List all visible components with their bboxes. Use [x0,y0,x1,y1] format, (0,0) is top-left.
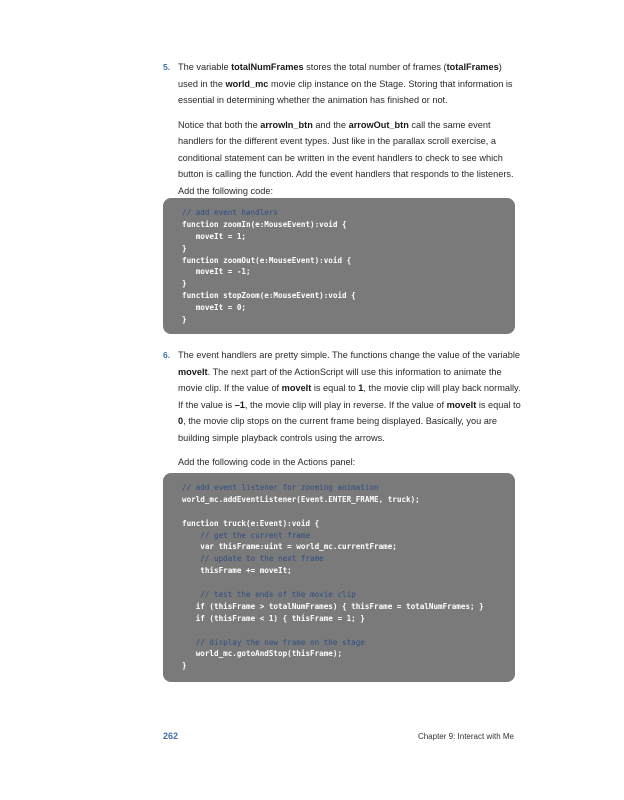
code-line: moveIt = 1; [182,231,247,241]
bold-term: moveIt [281,383,312,393]
text-run: Add the following code in the Actions panel: [178,457,356,467]
code-line: function zoomIn(e:MouseEvent):void { [182,219,347,229]
bold-term: 0 [178,416,184,426]
text-run: is equal to [311,383,359,393]
bold-term: world_mc [225,78,269,89]
text-run: , the movie clip stops on the current frame being displayed. Basically, you are building simple playback controls using the arrows. [178,416,498,443]
code-line: if (thisFrame > totalNumFrames) { thisFrame = totalNumFrames; } [182,601,484,611]
code-line: function zoomOut(e:MouseEvent):void { [182,255,352,265]
code-line: world_mc.addEventListener(Event.ENTER_FRAME, truck); [182,494,420,504]
bold-term: arrowOut_btn [348,119,409,130]
text-run: The variable [178,62,232,72]
code-comment-line: // add event listener for zooming animation [182,483,379,492]
step-number: 5. [163,62,171,72]
code-line: moveIt = -1; [182,267,251,277]
text-run: , the movie clip will play back normally. If the value is [178,383,521,410]
bold-term: –1 [234,399,245,410]
bold-term: totalFrames [446,62,499,72]
code-block-event-handlers [163,198,515,334]
code-line [182,506,515,518]
code-comment-line: // display the new frame on the stage [182,637,365,647]
code-line: function stopZoom(e:MouseEvent):void { [182,291,356,301]
text-run: Notice that both the [178,119,261,130]
code-line: } [182,661,187,671]
text-run: is equal to [476,399,521,410]
bold-term: 1 [358,383,364,393]
text-run: , the movie clip will play in reverse. If the value of [244,399,447,410]
text-run: The event handlers are pretty simple. The functions change the value of the variable [178,350,521,360]
code-line: moveIt = 0; [182,303,247,313]
code-line: function truck(e:Event):void { [182,518,320,528]
text-run: call the same event handlers for the different event types. Just like in the parallax scroll exercise, a conditional statement can be written in the event handlers to check to see which button is calling the function. Add the event handlers that responds to the listeners. Add the following code: [178,119,514,196]
page-number: 262 [163,731,179,741]
step-6-paragraph-1 [178,347,523,446]
code-block-enter-frame [163,473,515,682]
bold-term: arrowIn_btn [260,119,313,130]
step-6 [163,347,523,479]
code-comment-line: // add event handlers [182,208,279,217]
text-run: ) used in the [178,62,502,89]
code-line: world_mc.gotoAndStop(thisFrame); [182,649,343,659]
step-6-paragraph-2 [178,454,523,471]
bold-term: moveIt [446,399,477,410]
step-5-paragraph-1 [178,59,523,109]
text-run: movie clip instance on the Stage. Storing that information is essential in determining whether the animation has finished or not. [178,78,513,105]
step-5-paragraph-2 [178,117,523,200]
code-comment-line: // test the ends of the movie clip [182,590,356,600]
code-comment-line: // update to the next frame [182,554,324,564]
code-line: thisFrame += moveIt; [182,566,292,576]
bold-term: moveIt [178,366,208,377]
step-5 [163,59,523,207]
text-run: . The next part of the ActionScript will use this information to animate the movie clip. If the value of [178,366,502,393]
code-line: } [182,279,187,289]
code-line: } [182,243,187,253]
code-line [182,625,515,637]
bold-term: totalNumFrames [231,62,304,72]
text-run: and the [312,119,349,130]
chapter-title: Chapter 9: Interact with Me [417,732,514,741]
text-run: stores the total number of frames ( [303,62,447,72]
code-line: } [182,315,187,325]
code-line [182,577,515,589]
step-number: 6. [163,350,171,360]
code-comment-line: // get the current frame [182,530,311,540]
code-line: var thisFrame:uint = world_mc.currentFrame; [182,542,397,552]
code-line: if (thisFrame < 1) { thisFrame = 1; } [182,613,365,623]
